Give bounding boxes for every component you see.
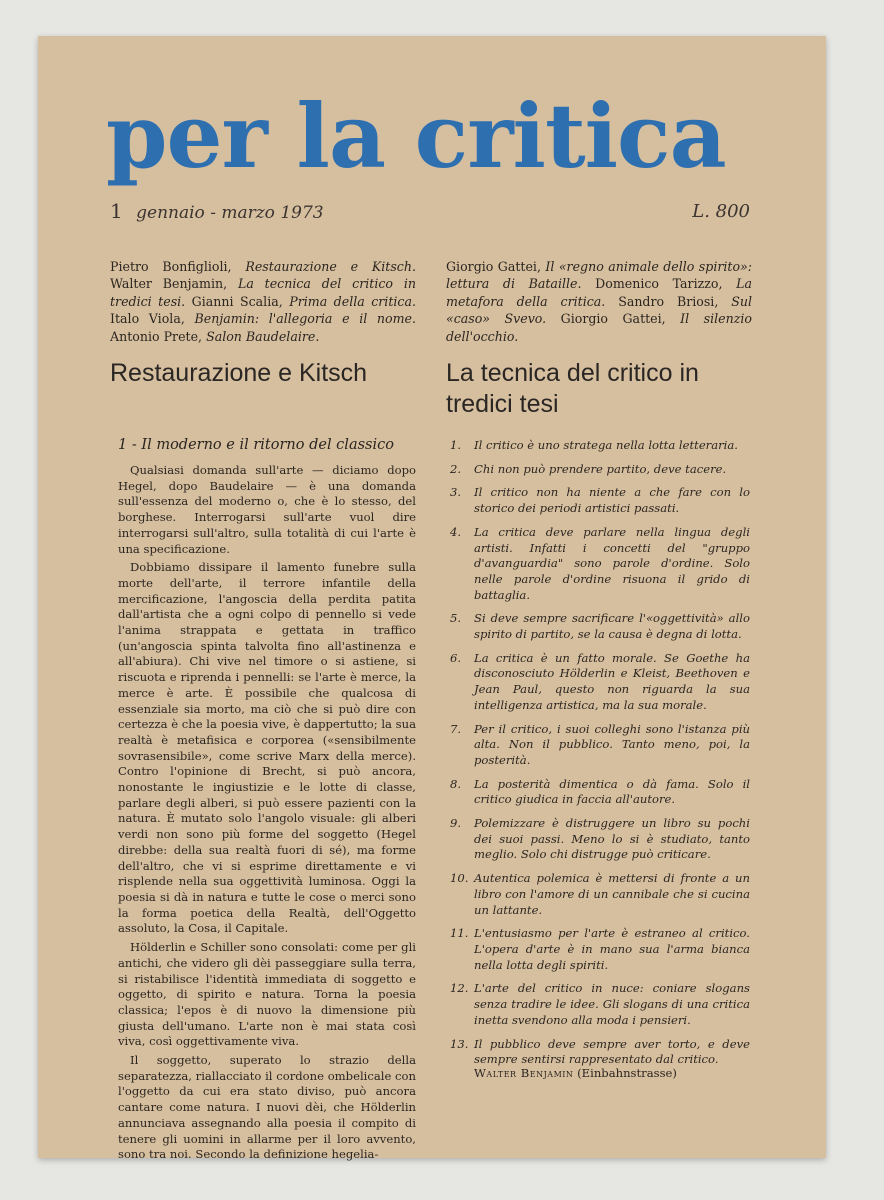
thesis-number: 9. <box>450 816 462 831</box>
contents-title: La tecnica del critico in tredici tesi. <box>110 276 416 309</box>
thesis-item <box>450 871 750 918</box>
contents-author: Domenico Tarizzo, <box>595 276 723 292</box>
thesis-text: Il critico non ha niente a che fare con lo storico dei periodi artistici passati. <box>474 485 750 516</box>
thesis-item <box>450 722 750 769</box>
thesis-text: Per il critico, i suoi colleghi sono l'istanza più alta. Non il pubblico. Tanto meno, poi, la posterità. <box>474 721 750 767</box>
contents-author: Giorgio Gattei, <box>560 311 666 327</box>
thesis-text: Chi non può prendere partito, deve tacere. <box>474 461 727 476</box>
contents-author: Walter Benjamin, <box>110 276 228 292</box>
thesis-number: 1. <box>450 438 462 452</box>
thesis-number: 13. <box>450 1036 469 1051</box>
thesis-text: La posterità dimentica o dà fama. Solo il critico giudica in faccia all'autore. <box>474 776 750 807</box>
contents-author: Italo Viola, <box>110 311 185 327</box>
theses-list <box>450 438 750 1076</box>
issue-price: L. 800 <box>692 201 750 222</box>
thesis-item <box>450 525 750 604</box>
thesis-number: 5. <box>450 611 462 626</box>
contents-title: La metafora della critica. <box>446 276 752 309</box>
thesis-number: 4. <box>450 524 462 539</box>
contents-title: Il «regno animale dello spirito»: lettura di Bataille. <box>446 259 752 292</box>
thesis-number: 11. <box>450 926 469 941</box>
contents-title: Sul «caso» Svevo. <box>446 293 752 327</box>
thesis-number: 12. <box>450 981 469 996</box>
contents-title: Benjamin: l'allegoria e il nome. <box>194 311 417 327</box>
thesis-text: La critica deve parlare nella lingua degli artisti. Infatti i concetti del "gruppo d'avanguardia" sono parole d'ordine. Solo nelle parole d'ordine risuona il grido di battaglia. <box>474 524 750 602</box>
body-paragraph: Il soggetto, superato lo strazio della separatezza, riallacciato il cordone ombelicale con l'oggetto da cui era stato diviso, può ancora cantare come natura. I nuovi dèi, che Hölderlin annunciava assegnando alla poesia il compito di tenere gli uomini in allarme per il loro avvento, sono tra noi. Secondo la definizione hegelia- <box>118 1053 416 1162</box>
thesis-text: Si deve sempre sacrificare l'«oggettività» allo spirito di partito, se la causa è degna di lotta. <box>474 611 750 642</box>
thesis-number: 10. <box>450 871 469 886</box>
thesis-item <box>450 777 750 808</box>
thesis-text: Il critico è uno stratega nella lotta letteraria. <box>474 438 738 452</box>
thesis-item <box>450 611 750 642</box>
contents-title: Salon Baudelaire. <box>206 328 320 344</box>
issue-period: gennaio - marzo 1973 <box>136 203 324 223</box>
issue-info <box>110 199 324 223</box>
contents-title: Prima della critica. <box>289 293 416 309</box>
thesis-item <box>450 438 750 454</box>
thesis-item <box>450 981 750 1028</box>
thesis-text: Autentica polemica è mettersi di fronte a un libro con l'amore di un cannibale che si cucina un lattante. <box>474 871 750 917</box>
section-title: 1 - Il moderno e il ritorno del classico <box>118 437 394 453</box>
thesis-item <box>450 1037 750 1068</box>
thesis-text: Il pubblico deve sempre aver torto, e deve sempre sentirsi rappresentato dal critico. <box>474 1036 750 1067</box>
signature-name: Walter Benjamin <box>474 1066 574 1080</box>
thesis-item <box>450 651 750 714</box>
thesis-text: L'arte del critico in nuce: coniare slogans senza tradire le idee. Gli slogans di una critica inetta svendono alla moda i pensieri. <box>474 981 750 1027</box>
signature <box>474 1066 677 1080</box>
article-heading-tecnica: La tecnica del critico in tredici tesi <box>446 359 699 418</box>
thesis-number: 3. <box>450 485 462 500</box>
body-paragraph: Hölderlin e Schiller sono consolati: come per gli antichi, che videro gli dèi passeggiare sulla terra, si ristabilisce l'identità immediata di soggetto e oggetto, di spirito e natura. Torna la poesia classica; l'epos è di nuovo la dimensione più giusta dell'umano. L'arte non è mai stata così viva, così oggettivamente viva. <box>118 940 416 1049</box>
signature-source: (Einbahnstrasse) <box>577 1066 677 1080</box>
article-heading-restaurazione: Restaurazione e Kitsch <box>110 359 368 387</box>
thesis-text: L'entusiasmo per l'arte è estraneo al critico. L'opera d'arte è in mano sua l'arma bianca nella lotta degli spiriti. <box>474 926 750 972</box>
body-paragraph: Dobbiamo dissipare il lamento funebre sulla morte dell'arte, il terrore infantile della mercificazione, l'angoscia della perdita patita dall'artista che a ogni colpo di pennello si vede l'anima strappata e gettata in traffico (un'angoscia spinta talvolta fino all'astinenza e all'abiura). Chi vive nel timore o si astiene, si riscuota e riprenda i pennelli: se l'arte è merce, la merce è arte. È possibile che qualcosa di essenziale sia morto, ma ciò che si può dire con certezza è che la poesia vive, è dappertutto; la sua realtà è metafisica e corporea («sensibilmente sovrasensibile», come scrive Marx della merce). Contro l'opinione di Brecht, si può ancora, nonostante le ingiustizie e le lotte di classe, parlare degli alberi, si può essere pazienti con la natura. È mutato solo l'angolo visuale: gli alberi verdi non sono più forme del soggetto (Hegel direbbe: della sua realtà fuori di sé), ma forme dell'altro, che vi si esprime direttamente e vi risplende nella sua oggettività luminosa. Oggi la poesia si dà in natura e tutte le cose o merci sono la forma poetica della Realtà, dell'Oggetto assoluto, la Cosa, il Capitale. <box>118 560 416 936</box>
contents-title: Il silenzio dell'occhio. <box>446 311 752 344</box>
thesis-item <box>450 462 750 478</box>
contents-author: Gianni Scalia, <box>191 293 283 309</box>
contents-list-right <box>446 258 752 345</box>
thesis-item <box>450 485 750 516</box>
thesis-item <box>450 926 750 973</box>
contents-list-left <box>110 258 416 345</box>
contents-author: Giorgio Gattei, <box>446 259 541 274</box>
thesis-number: 8. <box>450 776 462 791</box>
journal-cover <box>38 36 826 1162</box>
contents-author: Pietro Bonfiglioli, <box>110 259 232 274</box>
contents-author: Antonio Prete, <box>110 328 203 344</box>
thesis-text: Polemizzare è distruggere un libro su pochi dei suoi passi. Meno lo si è studiato, tanto meglio. Solo chi distrugge può criticare. <box>474 816 750 862</box>
thesis-number: 6. <box>450 650 462 665</box>
contents-author: Sandro Briosi, <box>618 293 719 309</box>
masthead-title: per la critica <box>106 84 726 188</box>
thesis-text: La critica è un fatto morale. Se Goethe ha disconosciuto Hölderlin e Kleist, Beethoven e Jean Paul, questo non riguarda la sua intelligenza artistica, ma la sua morale. <box>474 650 750 712</box>
thesis-item <box>450 816 750 863</box>
issue-number: 1 <box>110 199 123 223</box>
contents-title: Restaurazione e Kitsch. <box>245 259 416 274</box>
article-body <box>118 463 416 1166</box>
thesis-number: 2. <box>450 461 462 476</box>
body-paragraph: Qualsiasi domanda sull'arte — diciamo dopo Hegel, dopo Baudelaire — è una domanda sull'essenza del moderno o, che è lo stesso, del borghese. Interrogarsi sull'arte vuol dire interrogarsi sull'altro, sulla totalità di cui l'arte è una specificazione. <box>118 463 416 556</box>
thesis-number: 7. <box>450 721 462 736</box>
